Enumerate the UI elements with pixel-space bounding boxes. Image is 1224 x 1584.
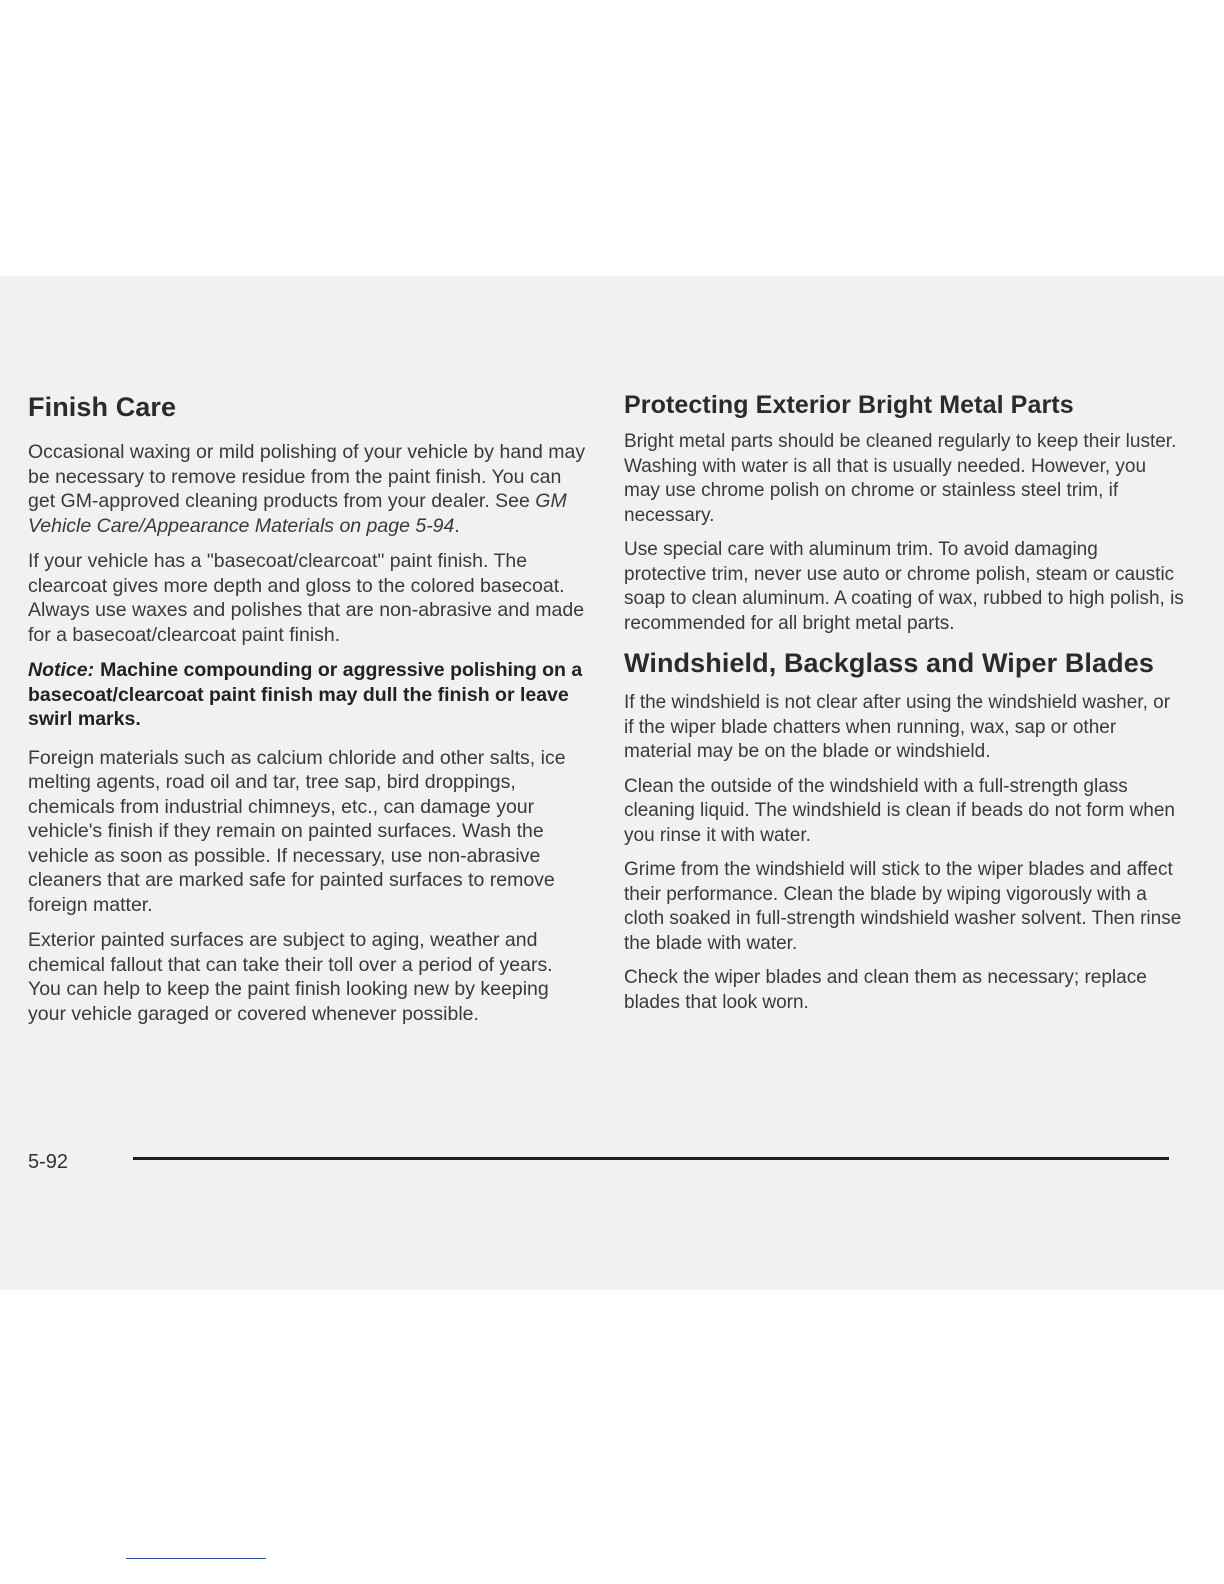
paragraph-waxing-text: Occasional waxing or mild polishing of your vehicle by hand may be necessary to remove residue from the paint finish. You can get GM-approved cleaning products from your dealer. See [28,441,586,512]
paragraph-windshield-clear: If the windshield is not clear after using the windshield washer, or if the wiper blade chatters when running, wax, sap or other material may be on the blade or windshield. [624,692,1171,762]
notice-text: Machine compounding or aggressive polishing on a basecoat/clearcoat paint finish may dull the finish or leave swirl marks. [28,659,583,730]
notice-block [28,658,586,732]
cross-reference: GM Vehicle Care/Appearance Materials on page 5-94 [28,490,567,537]
left-column [28,388,586,1037]
paragraph-exterior-surfaces: Exterior painted surfaces are subject to aging, weather and chemical fallout that can take their toll over a period of years. You can help to keep the paint finish looking new by keeping your vehicle garaged or covered whenever possible. [28,929,553,1025]
page-number: 5-92 [28,1151,69,1173]
paragraph-check-blades: Check the wiper blades and clean them as necessary; replace blades that look worn. [624,967,1147,1013]
heading-finish-care: Finish Care [28,392,177,422]
paragraph-basecoat: If your vehicle has a "basecoat/clearcoat" paint finish. The clearcoat gives more depth and gloss to the colored basecoat. Always use waxes and polishes that are non-abrasive and made for a basecoat/clearcoat paint finish. [28,550,585,646]
right-column [624,388,1184,1025]
heading-windshield: Windshield, Backglass and Wiper Blades [624,648,1154,678]
paragraph-bright-metal: Bright metal parts should be cleaned regularly to keep their luster. Washing with water is all that is usually needed. However, you may use chrome polish on chrome or stainless steel trim, if necessary. [624,431,1177,526]
paragraph-windshield-clean: Clean the outside of the windshield with a full-strength glass cleaning liquid. The windshield is clean if beads do not form when you rinse it with water. [624,775,1175,846]
footer-rule [133,1157,1169,1160]
paragraph-waxing-end: . [454,514,460,537]
paragraph-waxing [28,440,586,538]
notice-label: Notice: [28,659,95,681]
paragraph-grime: Grime from the windshield will stick to the wiper blades and affect their performance. Clean the blade by wiping vigorously with a cloth soaked in full-strength windshield washer solvent. Then rinse the blade with water. [624,859,1182,954]
paragraph-aluminum-trim: Use special care with aluminum trim. To avoid damaging protective trim, never use auto or chrome polish, steam or caustic soap to clean aluminum. A coating of wax, rubbed to high polish, is recommended for all bright metal parts. [624,539,1184,634]
paragraph-foreign-materials: Foreign materials such as calcium chloride and other salts, ice melting agents, road oil and tar, tree sap, bird droppings, chemicals from industrial chimneys, etc., can damage your vehicle's finish if they remain on painted surfaces. Wash the vehicle as soon as possible. If necessary, use non-abrasive cleaners that are marked safe for painted surfaces to remove foreign matter. [28,746,566,916]
heading-bright-metal: Protecting Exterior Bright Metal Parts [624,391,1074,419]
bottom-link-underline [126,1558,266,1559]
